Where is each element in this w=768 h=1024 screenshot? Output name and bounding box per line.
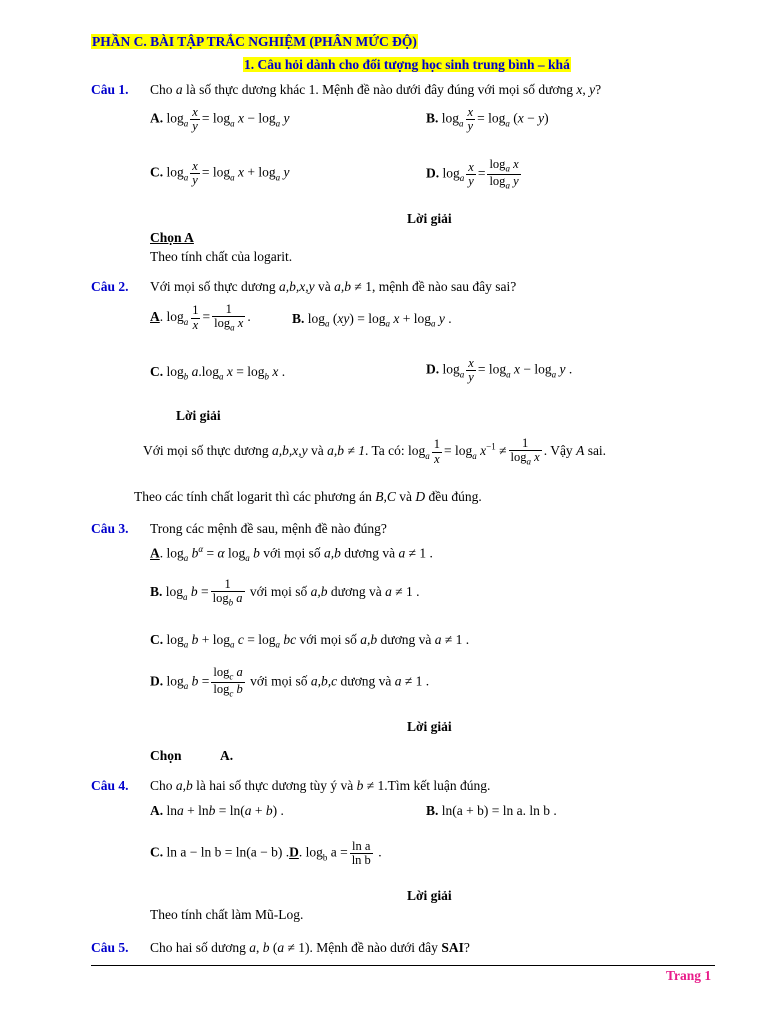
question-3-choice-label: Chọn xyxy=(150,748,182,763)
question-4-option-b: B. ln(a + b) = ln a. ln b . xyxy=(426,803,557,818)
question-2-option-b: B. $\log_a (xy) = \log_a x + \log_a y$ . xyxy=(292,311,452,329)
question-2-explanation: Theo các tính chất logarit thì các phương án B,C và D đều đúng. xyxy=(134,489,482,504)
question-5-label: Câu 5. xyxy=(91,940,129,955)
question-1-choice: Chọn A xyxy=(150,230,194,245)
question-3-option-a: A. $\log_a b^\alpha = \alpha$ $\log_a b$ với mọi số a,b dương và a ≠ 1 . xyxy=(150,544,433,564)
page-number: Trang 1 xyxy=(666,968,712,983)
question-3-option-d: D. $\log_a b$ = $\frac{\log_c a}{\log_c b}$ với mọi số a,b,c dương và a ≠ 1 . xyxy=(150,665,430,699)
question-1-label: Câu 1. xyxy=(91,82,129,97)
question-3-label: Câu 3. xyxy=(91,521,129,536)
question-2-option-d: D. $\log_a$ $\frac{x}{y}$ = $\log_a x - \log_a y$ . xyxy=(426,356,573,385)
question-4-option-a: A. lna + lnb = ln(a + b) . xyxy=(150,803,284,818)
question-2-solution: Với mọi số thực dương a,b,x,y và a,b ≠ 1. Ta có: $\log_a$ $\frac{1}{x}$ = $\log_a x^{-1}$ ≠ $\frac{1}{\log_a x}$ . Vậy A sai. xyxy=(143,436,607,467)
question-3-option-b: B. $\log_a b$ = $\frac{1}{\log_b a}$ với mọi số a,b dương và a ≠ 1 . xyxy=(150,577,420,608)
question-3-prompt: Trong các mệnh đề sau, mệnh đề nào đúng? xyxy=(150,521,387,536)
question-1-option-d: D. $\log_a$ $\frac{x}{y}$ = $\frac{\log_a x}{\log_a y}$ xyxy=(426,157,519,191)
question-1-explanation: Theo tính chất của logarit. xyxy=(150,249,293,264)
question-2-option-c: C. $\log_b a.\log_a$ $x = \log_b x$ . xyxy=(150,364,286,382)
question-4-option-c: C. ln a − ln b = ln(a − b) .D. $\log_b a$ = $\frac{\text{ln a}}{\text{ln b}}$ . xyxy=(150,839,382,868)
question-1-option-c: C. $\log_a$ $\frac{x}{y}$ = $\log_a x + \log_a y$ xyxy=(150,159,290,188)
question-4-label: Câu 4. xyxy=(91,778,129,793)
question-2-option-a: A. $\log_a$ $\frac{1}{x}$ = $\frac{1}{\log_a x}$ . xyxy=(150,302,251,333)
question-4-explanation: Theo tính chất làm Mũ-Log. xyxy=(150,907,304,922)
question-1-option-b: B. $\log_a$ $\frac{x}{y}$ = $\log_a (x - y)$ xyxy=(426,105,549,134)
question-1-option-a: A. $\log_a$ $\frac{x}{y}$ = $\log_a x - \log_a y$ xyxy=(150,105,290,134)
subsection-title: 1. Câu hỏi dành cho đối tượng học sinh trung bình – khá xyxy=(244,57,570,72)
solution-heading-2: Lời giải xyxy=(176,408,221,423)
question-3-choice-value: A. xyxy=(220,748,234,763)
question-2-prompt: Với mọi số thực dương a,b,x,y và a,b ≠ 1, mệnh đề nào sau đây sai? xyxy=(150,279,517,294)
solution-heading-4: Lời giải xyxy=(407,888,452,903)
question-1-prompt: Cho a là số thực dương khác 1. Mệnh đề nào dưới đây đúng với mọi số dương x, y? xyxy=(150,82,602,97)
section-title: PHẦN C. BÀI TẬP TRẮC NGHIỆM (PHÂN MỨC ĐỘ) xyxy=(92,34,417,49)
solution-heading-1: Lời giải xyxy=(407,211,452,226)
footer-divider xyxy=(91,965,715,966)
question-4-prompt: Cho a,b là hai số thực dương tùy ý và b ≠ 1.Tìm kết luận đúng. xyxy=(150,778,491,793)
question-2-label: Câu 2. xyxy=(91,279,129,294)
solution-heading-3: Lời giải xyxy=(407,719,452,734)
question-5-prompt: Cho hai số dương a, b (a ≠ 1). Mệnh đề nào dưới đây SAI? xyxy=(150,940,470,955)
question-3-option-c: C. $\log_a b + \log_a c = \log_a$ bc với mọi số a,b dương và a ≠ 1 . xyxy=(150,632,470,650)
